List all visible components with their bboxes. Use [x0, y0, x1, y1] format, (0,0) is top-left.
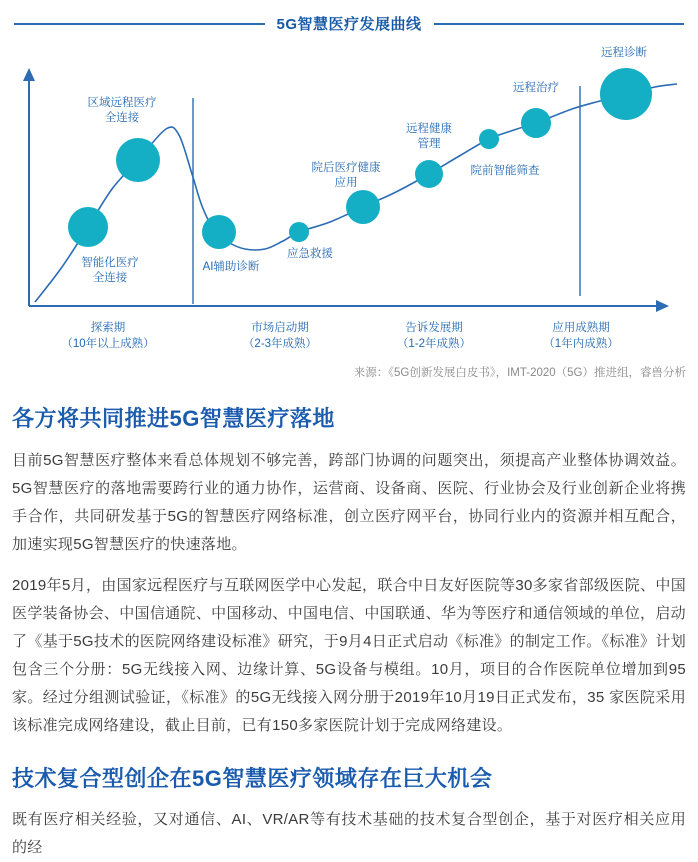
chart-title-row	[0, 0, 698, 34]
bubble-label-院前智能筛查: 院前智能筛查	[470, 165, 540, 177]
bubble-应急救援	[289, 222, 309, 242]
bubble-label-远程治疗: 远程治疗	[513, 82, 559, 94]
section-heading-2: 技术复合型创企在5G智慧医疗领域存在巨大机会	[12, 765, 493, 791]
chart-source: 来源：《5G创新发展白皮书》，IMT-2020（5G）推进组，睿兽分析	[353, 367, 686, 379]
bubble-远程治疗	[521, 108, 551, 138]
bubble-label-院后医疗健康应用: 院后医疗健康应用	[311, 162, 381, 189]
section-2-paragraph-1: 既有医疗相关经验，又对通信、AI、VR/AR等有技术基础的技术复合型创企，基于对医疗相关应用的经	[12, 811, 686, 857]
bubble-院后医疗健康应用	[346, 190, 380, 224]
phase-maturity-探索期: （10年以上成熟）	[61, 338, 155, 350]
bubble-label-远程健康管理: 远程健康管理	[406, 123, 452, 150]
bubble-智能化医疗全连接	[68, 207, 108, 247]
phase-name-应用成熟期: 应用成熟期	[552, 322, 610, 334]
title-rule-right	[434, 23, 685, 25]
title-rule-left	[14, 23, 265, 25]
bubble-label-layer	[81, 45, 647, 284]
phase-maturity-告诉发展期: （1-2年成熟）	[396, 338, 472, 350]
section-1-paragraph-1: 目前5G智慧医疗整体来看总体规划不够完善，跨部门协调的问题突出，须提高产业整体协调效益。5G智慧医疗的落地需要跨行业的通力协作，运营商、设备商、医院、行业协会及行业创新企业将携手合作，共同研发基于5G的智慧医疗网络标准，创立医疗网平台，协同行业内的资源并相互配合，加速实现5G智慧医疗的快速落地。	[12, 451, 686, 553]
chart-title: 5G智慧医疗发展曲线	[276, 16, 422, 33]
phase-maturity-市场启动期: （2-3年成熟）	[242, 338, 318, 350]
section-1-paragraph-2: 2019年5月，由国家远程医疗与互联网医学中心发起，联合中日友好医院等30多家省部级医院、中国医学装备协会、中国信通院、中国移动、中国电信、中国联通、华为等医疗和通信领域的单位，启动了《基于5G技术的医院网络建设标准》研究，于9月4日正式启动《标准》的制定工作。《标准》计划包含三个分册：5G无线接入网、边缘计算、5G设备与模组。10月，项目的合作医院单位增加到95家。经过分组测试验证，《标准》的5G无线接入网分册于2019年10月19日正式发布，35 家医院采用该标准完成网络建设，截止目前，已有150多家医院计划于完成网络建设。	[12, 576, 686, 734]
bubble-label-远程诊断: 远程诊断	[601, 47, 647, 59]
bubble-AI辅助诊断	[202, 215, 236, 249]
curve-chart-canvas	[0, 34, 698, 354]
phase-name-告诉发展期: 告诉发展期	[405, 322, 463, 334]
phase-name-探索期: 探索期	[90, 322, 126, 334]
x-axis-arrow	[656, 300, 669, 312]
bubble-院前智能筛查	[479, 129, 499, 149]
development-curve-chart	[0, 34, 698, 354]
phase-label-layer	[61, 320, 618, 350]
y-axis-arrow	[23, 68, 35, 81]
bubble-区域远程医疗全连接	[116, 138, 160, 182]
bubble-label-AI辅助诊断: AI辅助诊断	[202, 261, 260, 273]
bubble-layer	[68, 68, 652, 249]
section-heading-1: 各方将共同推进5G智慧医疗落地	[12, 406, 335, 431]
bubble-远程健康管理	[415, 160, 443, 188]
bubble-远程诊断	[600, 68, 652, 120]
phase-maturity-应用成熟期: （1年内成熟）	[543, 338, 619, 350]
bubble-label-智能化医疗全连接: 智能化医疗全连接	[81, 257, 139, 284]
article-content	[0, 405, 698, 862]
bubble-label-区域远程医疗全连接: 区域远程医疗全连接	[87, 97, 157, 124]
bubble-label-应急救援: 应急救援	[287, 248, 333, 260]
phase-name-市场启动期: 市场启动期	[251, 322, 309, 334]
